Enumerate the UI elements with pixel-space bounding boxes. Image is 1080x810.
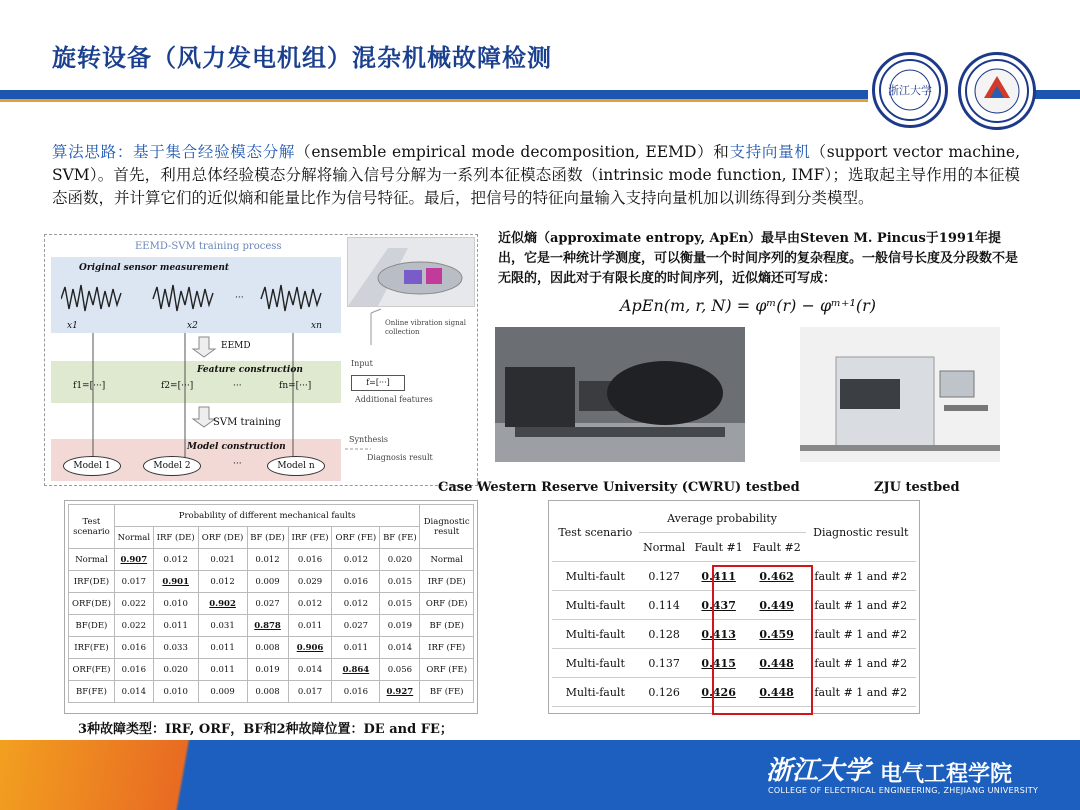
feature-dots: ··· xyxy=(233,381,242,391)
cwru-caption: Case Western Reserve University (CWRU) testbed xyxy=(438,480,800,495)
t2-probability-cell: 0.426 xyxy=(690,678,748,707)
flowchart-title: EEMD-SVM training process xyxy=(135,241,282,252)
t1-probability-cell: 0.011 xyxy=(198,637,247,659)
t1-probability-cell: 0.016 xyxy=(114,637,153,659)
t2-result-cell: fault # 1 and #2 xyxy=(806,620,916,649)
t2-scenario-header: Test scenario xyxy=(552,504,639,562)
t2-col-header: Fault #1 xyxy=(690,533,748,562)
t1-probability-cell: 0.016 xyxy=(332,571,380,593)
footer-accent xyxy=(0,740,300,810)
model-dots: ··· xyxy=(233,459,242,469)
t1-probability-cell: 0.016 xyxy=(114,659,153,681)
t1-probability-cell: 0.864 xyxy=(332,659,380,681)
t2-diagnostic-header: Diagnostic result xyxy=(806,504,916,562)
t2-probability-cell: 0.114 xyxy=(639,591,690,620)
signal-x2: x2 xyxy=(187,321,198,331)
t1-result-cell: Normal xyxy=(420,549,474,571)
t1-probability-cell: 0.015 xyxy=(380,571,420,593)
t1-result-cell: IRF (DE) xyxy=(420,571,474,593)
eemd-step: EEMD xyxy=(221,341,251,351)
zju-testbed-photo xyxy=(800,327,1000,462)
t2-probability-cell: 0.459 xyxy=(748,620,806,649)
t2-result-cell: fault # 1 and #2 xyxy=(806,562,916,591)
t1-diagnostic-header: Diagnostic result xyxy=(420,505,474,549)
t1-probability-cell: 0.017 xyxy=(288,681,332,703)
svm-training-step: SVM training xyxy=(213,417,281,428)
header-rule xyxy=(0,90,868,99)
t1-probability-cell: 0.012 xyxy=(288,593,332,615)
t1-probability-cell: 0.011 xyxy=(153,615,198,637)
t1-probability-cell: 0.019 xyxy=(247,659,288,681)
t1-scenario-cell: Normal xyxy=(69,549,115,571)
college-logo xyxy=(958,52,1036,130)
t2-probability-cell: 0.415 xyxy=(690,649,748,678)
header-rule-right xyxy=(1032,90,1080,99)
diagnosis-result-label: Diagnosis result xyxy=(367,453,433,462)
t2-result-cell: fault # 1 and #2 xyxy=(806,591,916,620)
t1-probability-cell: 0.016 xyxy=(288,549,332,571)
online-arrows xyxy=(341,305,401,465)
footer-english-name: COLLEGE OF ELECTRICAL ENGINEERING, ZHEJIANG UNIVERSITY xyxy=(768,786,1039,795)
t2-probability-cell: 0.128 xyxy=(639,620,690,649)
t1-probability-cell: 0.027 xyxy=(332,615,380,637)
t1-probability-cell: 0.031 xyxy=(198,615,247,637)
t1-probability-cell: 0.010 xyxy=(153,593,198,615)
t1-col-header: IRF (FE) xyxy=(288,527,332,549)
model-1: Model 1 xyxy=(63,456,121,476)
t1-scenario-cell: BF(DE) xyxy=(69,615,115,637)
synthesis-label: Synthesis xyxy=(349,435,389,444)
signal-xn: xn xyxy=(311,321,322,331)
input-label: Input xyxy=(351,359,373,368)
fault-probability-highlight xyxy=(712,565,813,715)
t1-col-header: IRF (DE) xyxy=(153,527,198,549)
university-logo xyxy=(872,52,948,128)
t1-probability-cell: 0.901 xyxy=(153,571,198,593)
t1-probability-cell: 0.017 xyxy=(114,571,153,593)
table-row xyxy=(69,637,474,659)
t2-col-header: Fault #2 xyxy=(748,533,806,562)
t1-probability-cell: 0.009 xyxy=(247,571,288,593)
t1-probability-cell: 0.014 xyxy=(380,637,420,659)
t1-probability-cell: 0.009 xyxy=(198,681,247,703)
footer-college-name: 电气工程学院 xyxy=(880,762,1013,787)
t2-probability-cell: 0.411 xyxy=(690,562,748,591)
t2-probability-cell: 0.449 xyxy=(748,591,806,620)
t1-probability-cell: 0.019 xyxy=(380,615,420,637)
t2-scenario-cell: Multi-fault xyxy=(552,591,639,620)
t1-probability-cell: 0.014 xyxy=(288,659,332,681)
feature-fn: fn=[···] xyxy=(279,381,312,391)
t1-result-cell: ORF (DE) xyxy=(420,593,474,615)
t1-probability-cell: 0.011 xyxy=(198,659,247,681)
t1-probability-cell: 0.011 xyxy=(288,615,332,637)
logo-a-text: 浙江大学 xyxy=(888,84,932,97)
t1-scenario-cell: ORF(FE) xyxy=(69,659,115,681)
slide-title: 旋转设备（风力发电机组）混杂机械故障检测 xyxy=(52,44,552,72)
t1-probability-cell: 0.907 xyxy=(114,549,153,571)
table-row xyxy=(69,615,474,637)
t2-probability-cell: 0.437 xyxy=(690,591,748,620)
t2-probability-cell: 0.448 xyxy=(748,678,806,707)
model-construction-label: Model construction xyxy=(187,442,286,452)
table-row xyxy=(69,549,474,571)
t1-scenario-header: Test scenario xyxy=(69,505,115,549)
t1-probability-cell: 0.021 xyxy=(198,549,247,571)
t2-probability-cell: 0.413 xyxy=(690,620,748,649)
feature-construction-label: Feature construction xyxy=(197,365,303,375)
t1-probability-cell: 0.010 xyxy=(153,681,198,703)
table-row xyxy=(69,571,474,593)
t1-col-header: Normal xyxy=(114,527,153,549)
t1-probability-cell: 0.016 xyxy=(332,681,380,703)
t1-probability-cell: 0.022 xyxy=(114,615,153,637)
t1-scenario-cell: IRF(FE) xyxy=(69,637,115,659)
t1-probability-header: Probability of different mechanical faults xyxy=(114,505,419,527)
t1-probability-cell: 0.014 xyxy=(114,681,153,703)
t1-scenario-cell: IRF(DE) xyxy=(69,571,115,593)
t1-probability-cell: 0.008 xyxy=(247,637,288,659)
t1-probability-cell: 0.012 xyxy=(332,549,380,571)
t1-col-header: ORF (FE) xyxy=(332,527,380,549)
t2-probability-cell: 0.137 xyxy=(639,649,690,678)
t1-result-cell: BF (DE) xyxy=(420,615,474,637)
t2-col-header: Normal xyxy=(639,533,690,562)
table-row xyxy=(69,681,474,703)
t2-scenario-cell: Multi-fault xyxy=(552,649,639,678)
eemd-term: 集合经验模态分解 xyxy=(165,143,296,161)
apen-formula: ApEn(m, r, N) = φᵐ(r) − φᵐ⁺¹(r) xyxy=(620,296,876,315)
t1-result-cell: ORF (FE) xyxy=(420,659,474,681)
single-fault-table xyxy=(64,500,478,714)
t1-probability-cell: 0.012 xyxy=(198,571,247,593)
t1-col-header: ORF (DE) xyxy=(198,527,247,549)
feature-f1: f1=[···] xyxy=(73,381,106,391)
t1-scenario-cell: ORF(DE) xyxy=(69,593,115,615)
apen-description: 近似熵（approximate entropy, ApEn）最早由Steven M. Pincus于1991年提出，它是一种统计学测度，可以衡量一个时间序列的复杂程度。一般信号长度及分段数不是无限的，因此对于有限长度的时间序列，近似熵还可写成： xyxy=(498,231,1019,286)
model-2: Model 2 xyxy=(143,456,201,476)
t1-probability-cell: 0.033 xyxy=(153,637,198,659)
t2-probability-cell: 0.448 xyxy=(748,649,806,678)
model-n: Model n xyxy=(267,456,325,476)
signal-x1: x1 xyxy=(67,321,78,331)
t2-probability-cell: 0.127 xyxy=(639,562,690,591)
table-row xyxy=(69,659,474,681)
online-collection-label: Online vibration signal collection xyxy=(385,319,467,336)
t1-probability-cell: 0.927 xyxy=(380,681,420,703)
t1-probability-cell: 0.027 xyxy=(247,593,288,615)
t1-probability-cell: 0.015 xyxy=(380,593,420,615)
zju-caption: ZJU testbed xyxy=(874,480,960,495)
additional-features-label: Additional features xyxy=(355,395,433,404)
t1-result-cell: IRF (FE) xyxy=(420,637,474,659)
t2-result-cell: fault # 1 and #2 xyxy=(806,649,916,678)
original-measurement-label: Original sensor measurement xyxy=(79,263,230,273)
t1-probability-cell: 0.906 xyxy=(288,637,332,659)
eemd-svm-flowchart xyxy=(44,234,478,486)
t1-scenario-cell: BF(FE) xyxy=(69,681,115,703)
t1-probability-cell: 0.022 xyxy=(114,593,153,615)
footer-university-name: 浙江大学 xyxy=(766,756,871,786)
signal-dots: ··· xyxy=(235,293,244,303)
t1-probability-cell: 0.878 xyxy=(247,615,288,637)
t1-probability-cell: 0.012 xyxy=(153,549,198,571)
feature-f2: f2=[···] xyxy=(161,381,194,391)
header-rule-accent xyxy=(0,99,868,102)
t1-probability-cell: 0.012 xyxy=(332,593,380,615)
t1-probability-cell: 0.902 xyxy=(198,593,247,615)
t1-probability-cell: 0.020 xyxy=(153,659,198,681)
single-fault-results xyxy=(68,504,474,703)
svm-english: （support vector machine, SVM）。首先，利用总体经验模态分解将输入信号分解为一系列本征模态函数（intrinsic mode function, IMF）；选取起主导作用的本征模态函数，并计算它们的近似熵和能量比作为信号特征。最后，把信号的特征向量输入支持向量机加以训练得到分类模型。 xyxy=(52,143,1020,207)
t2-probability-cell: 0.126 xyxy=(639,678,690,707)
t2-scenario-cell: Multi-fault xyxy=(552,678,639,707)
t2-scenario-cell: Multi-fault xyxy=(552,562,639,591)
t2-probability-cell: 0.462 xyxy=(748,562,806,591)
turbine-nacelle-image xyxy=(347,237,475,307)
eemd-english: （ensemble empirical mode decomposition, EEMD）和 xyxy=(295,143,730,161)
t2-result-cell: fault # 1 and #2 xyxy=(806,678,916,707)
t1-col-header: BF (DE) xyxy=(247,527,288,549)
t1-probability-cell: 0.056 xyxy=(380,659,420,681)
feature-vector-box: f=[···] xyxy=(351,375,405,391)
fault-types-note: 3种故障类型：IRF, ORF，BF和2种故障位置：DE and FE； xyxy=(78,722,453,737)
t1-col-header: BF (FE) xyxy=(380,527,420,549)
t1-probability-cell: 0.011 xyxy=(332,637,380,659)
t1-probability-cell: 0.012 xyxy=(247,549,288,571)
t1-probability-cell: 0.020 xyxy=(380,549,420,571)
intro-label: 算法思路：基于 xyxy=(52,143,166,161)
svm-term: 支持向量机 xyxy=(729,143,811,161)
table-row xyxy=(69,593,474,615)
t2-average-header: Average probability xyxy=(639,504,806,533)
t1-result-cell: BF (FE) xyxy=(420,681,474,703)
cwru-testbed-photo xyxy=(495,327,745,462)
algorithm-description xyxy=(52,141,1020,210)
t1-probability-cell: 0.029 xyxy=(288,571,332,593)
t2-scenario-cell: Multi-fault xyxy=(552,620,639,649)
t1-probability-cell: 0.008 xyxy=(247,681,288,703)
